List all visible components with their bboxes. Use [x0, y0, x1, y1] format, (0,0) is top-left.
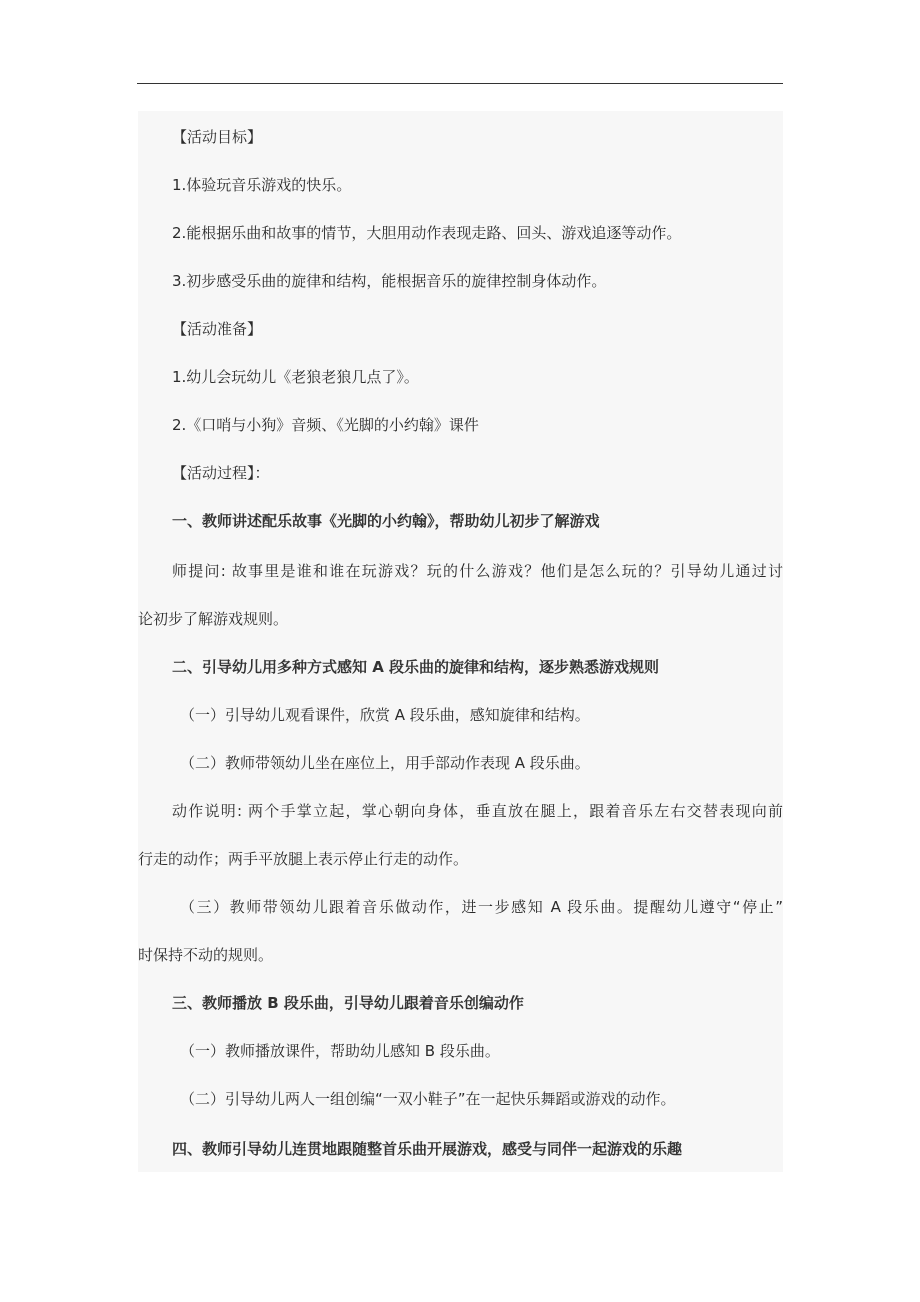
process-heading: 【活动过程】： [172, 464, 270, 482]
step3-item-2: （二）引导幼儿两人一组创编“一双小鞋子”在一起快乐舞蹈或游戏的动作。 [180, 1090, 676, 1108]
step1-text-line2: 论初步了解游戏规则。 [138, 610, 289, 628]
goal-item-2: 2.能根据乐曲和故事的情节，大胆用动作表现走路、回头、游戏追逐等动作。 [172, 224, 682, 242]
step2-title: 二、引导幼儿用多种方式感知 A 段乐曲的旋律和结构，逐步熟悉游戏规则 [172, 658, 660, 676]
step2-desc-line1: 动作说明: 两个手掌立起，掌心朝向身体，垂直放在腿上，跟着音乐左右交替表现向前 [172, 802, 783, 820]
prep-item-1: 1.幼儿会玩幼儿《老狼老狼几点了》。 [172, 368, 419, 386]
goal-heading: 【活动目标】 [172, 128, 263, 146]
step2-item-2: （二）教师带领幼儿坐在座位上，用手部动作表现 A 段乐曲。 [180, 754, 590, 772]
step2-item-3-line1: （三）教师带领幼儿跟着音乐做动作，进一步感知 A 段乐曲。提醒幼儿遵守“停止” [180, 898, 783, 916]
step4-title: 四、教师引导幼儿连贯地跟随整首乐曲开展游戏，感受与同伴一起游戏的乐趣 [172, 1140, 683, 1158]
prep-item-2: 2.《口哨与小狗》音频、《光脚的小约翰》课件 [172, 416, 479, 434]
goal-item-1: 1.体验玩音乐游戏的快乐。 [172, 176, 352, 194]
step1-title: 一、教师讲述配乐故事《光脚的小约翰》，帮助幼儿初步了解游戏 [172, 512, 600, 530]
header-rule [137, 83, 783, 84]
step2-desc-line2: 行走的动作；两手平放腿上表示停止行走的动作。 [138, 850, 469, 868]
step3-item-1: （一）教师播放课件，帮助幼儿感知 B 段乐曲。 [180, 1042, 500, 1060]
step2-item-3-line2: 时保持不动的规则。 [138, 946, 274, 964]
step1-text-line1: 师提问: 故事里是谁和谁在玩游戏？玩的什么游戏？他们是怎么玩的？引导幼儿通过讨 [172, 562, 783, 580]
step3-title: 三、教师播放 B 段乐曲，引导幼儿跟着音乐创编动作 [172, 994, 524, 1012]
prep-heading: 【活动准备】 [172, 320, 263, 338]
goal-item-3: 3.初步感受乐曲的旋律和结构，能根据音乐的旋律控制身体动作。 [172, 272, 607, 290]
step2-item-1: （一）引导幼儿观看课件，欣赏 A 段乐曲，感知旋律和结构。 [180, 706, 590, 724]
document-body [138, 111, 783, 1172]
